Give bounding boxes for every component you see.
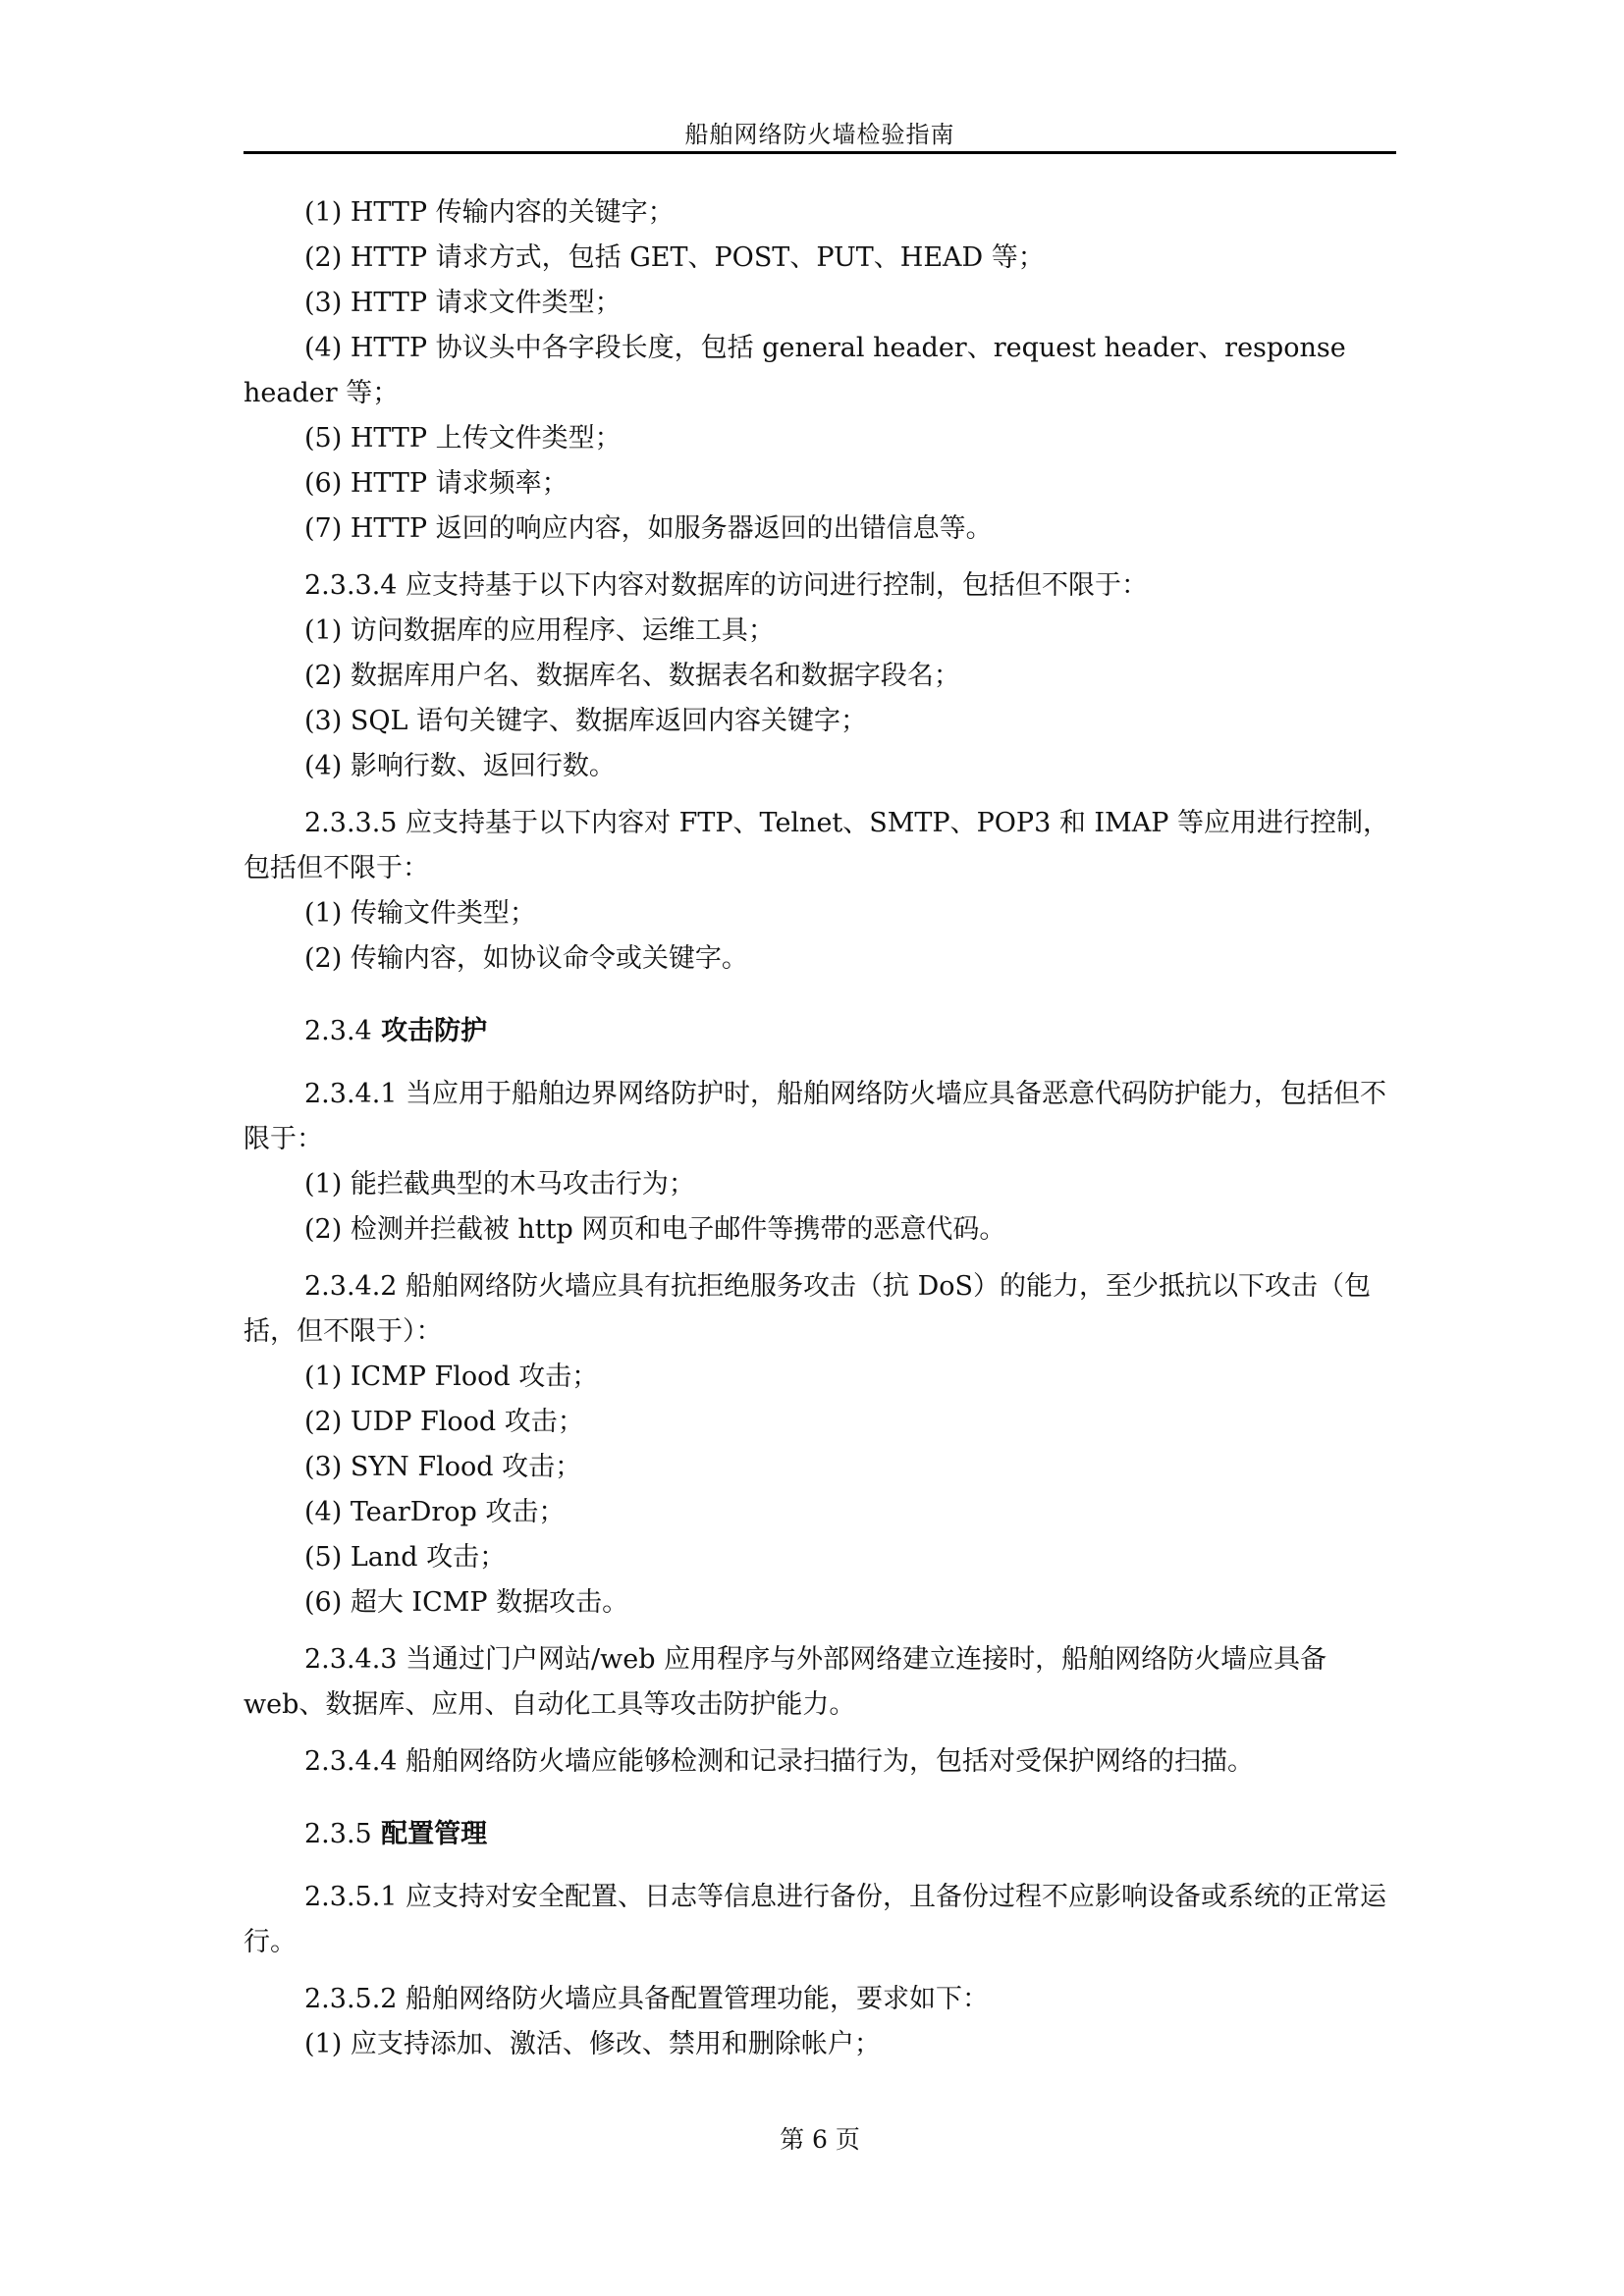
list-item: (1) 访问数据库的应用程序、运维工具； (304, 615, 775, 646)
list-item: (5) HTTP 上传文件类型； (304, 423, 622, 454)
section-heading (244, 1812, 1396, 1857)
section-heading (244, 1009, 1396, 1054)
list-item: (2) 检测并拦截被 http 网页和电子邮件等携带的恶意代码。 (304, 1214, 1006, 1245)
list-item: (5) Land 攻击； (304, 1542, 507, 1573)
header-rule (244, 151, 1396, 154)
clause-paragraph: 2.3.5.1 应支持对安全配置、日志等信息进行备份，且备份过程不应影响设备或系统的正常运行。 (244, 1882, 1387, 1957)
list-item: (1) HTTP 传输内容的关键字； (304, 197, 675, 228)
list-item: (2) 传输内容，如协议命令或关键字。 (304, 943, 748, 974)
clause-paragraph: (4) HTTP 协议头中各字段长度，包括 general header、request header、response header 等； (244, 333, 1346, 408)
clause-paragraph: 2.3.4.3 当通过门户网站/web 应用程序与外部网络建立连接时，船舶网络防火墙应具备 web、数据库、应用、自动化工具等攻击防护能力。 (244, 1644, 1327, 1720)
section-title: 攻击防护 (381, 1016, 488, 1046)
clause-paragraph: 2.3.4.1 当应用于船舶边界网络防护时，船舶网络防火墙应具备恶意代码防护能力，包括但不限于： (244, 1079, 1387, 1154)
document-body (244, 190, 1396, 2067)
clause-paragraph: 2.3.3.5 应支持基于以下内容对 FTP、Telnet、SMTP、POP3 和 IMAP 等应用进行控制，包括但不限于： (244, 808, 1389, 883)
list-item: (2) UDP Flood 攻击； (304, 1407, 584, 1437)
list-item: (3) SYN Flood 攻击； (304, 1452, 582, 1482)
list-item: (1) 能拦截典型的木马攻击行为； (304, 1169, 695, 1200)
clause-paragraph: 2.3.4.2 船舶网络防火墙应具有抗拒绝服务攻击（抗 DoS）的能力，至少抵抗以下攻击（包括，但不限于）： (244, 1271, 1372, 1347)
list-item: (4) 影响行数、返回行数。 (304, 751, 616, 781)
list-item: (1) 传输文件类型； (304, 898, 536, 929)
clause-paragraph: 2.3.5.2 船舶网络防火墙应具备配置管理功能，要求如下： (304, 1984, 990, 2014)
list-item: (7) HTTP 返回的响应内容，如服务器返回的出错信息等。 (304, 513, 993, 544)
list-item: (2) HTTP 请求方式，包括 GET、POST、PUT、HEAD 等； (304, 242, 1045, 273)
section-title: 配置管理 (381, 1819, 488, 1849)
running-header-title: 船舶网络防火墙检验指南 (684, 121, 955, 148)
section-number: 2.3.5 (304, 1819, 372, 1849)
list-item: (3) HTTP 请求文件类型； (304, 288, 622, 318)
list-item: (4) TearDrop 攻击； (304, 1497, 566, 1527)
list-item: (6) HTTP 请求频率； (304, 468, 568, 499)
list-item: (2) 数据库用户名、数据库名、数据表名和数据字段名； (304, 661, 960, 691)
list-item: (3) SQL 语句关键字、数据库返回内容关键字； (304, 706, 867, 736)
list-item: (1) ICMP Flood 攻击； (304, 1362, 599, 1392)
section-number: 2.3.4 (304, 1016, 372, 1046)
list-item: (1) 应支持添加、激活、修改、禁用和删除帐户； (304, 2029, 881, 2059)
clause-paragraph: 2.3.3.4 应支持基于以下内容对数据库的访问进行控制，包括但不限于： (304, 570, 1149, 601)
page-number: 第 6 页 (780, 2125, 860, 2154)
list-item: (6) 超大 ICMP 数据攻击。 (304, 1587, 629, 1618)
clause-paragraph: 2.3.4.4 船舶网络防火墙应能够检测和记录扫描行为，包括对受保护网络的扫描。 (304, 1746, 1255, 1777)
